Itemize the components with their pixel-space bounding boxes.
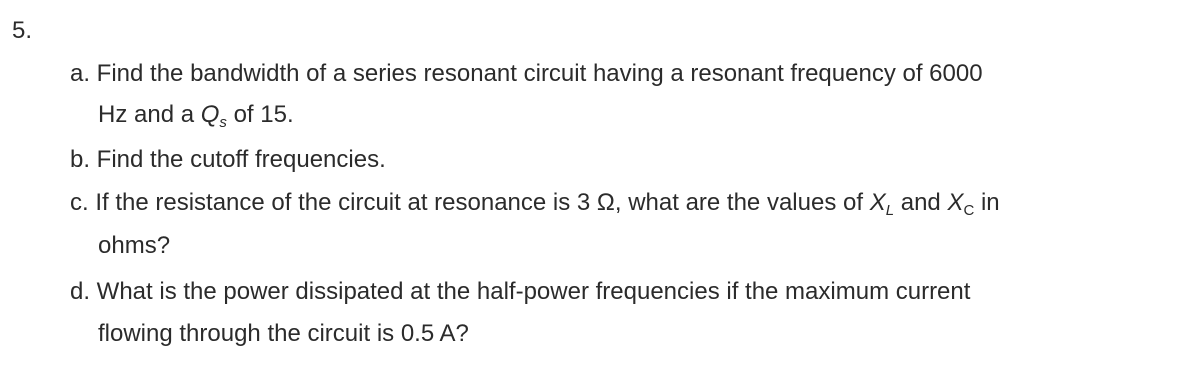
part-d-line-2: flowing through the circuit is 0.5 A? — [98, 320, 469, 347]
part-c-line-1 — [70, 186, 1000, 220]
and-text: and — [894, 189, 948, 216]
question-number: 5. — [12, 17, 33, 44]
xc-subscript: C — [963, 202, 975, 219]
part-a-line-2 — [98, 98, 294, 132]
part-d-line-1: d. What is the power dissipated at the half-power frequencies if the maximum current — [70, 278, 971, 305]
part-b-line-1: b. Find the cutoff frequencies. — [70, 146, 386, 173]
part-c-line-1-suffix: in — [974, 189, 1000, 216]
xl-subscript: L — [885, 202, 895, 219]
part-a-line-2-prefix: Hz and a — [98, 101, 201, 128]
q-subscript: s — [219, 114, 227, 131]
part-c-line-1-prefix: c. If the resistance of the circuit at resonance is 3 Ω, what are the values of — [70, 189, 870, 216]
part-c-line-2: ohms? — [98, 232, 171, 259]
part-a-line-1: a. Find the bandwidth of a series resonant circuit having a resonant frequency of 6000 — [70, 60, 983, 87]
xl-symbol: X — [869, 189, 886, 216]
q-symbol: Q — [200, 101, 220, 128]
part-a-line-2-suffix: of 15. — [226, 101, 294, 128]
xc-symbol: X — [947, 189, 964, 216]
